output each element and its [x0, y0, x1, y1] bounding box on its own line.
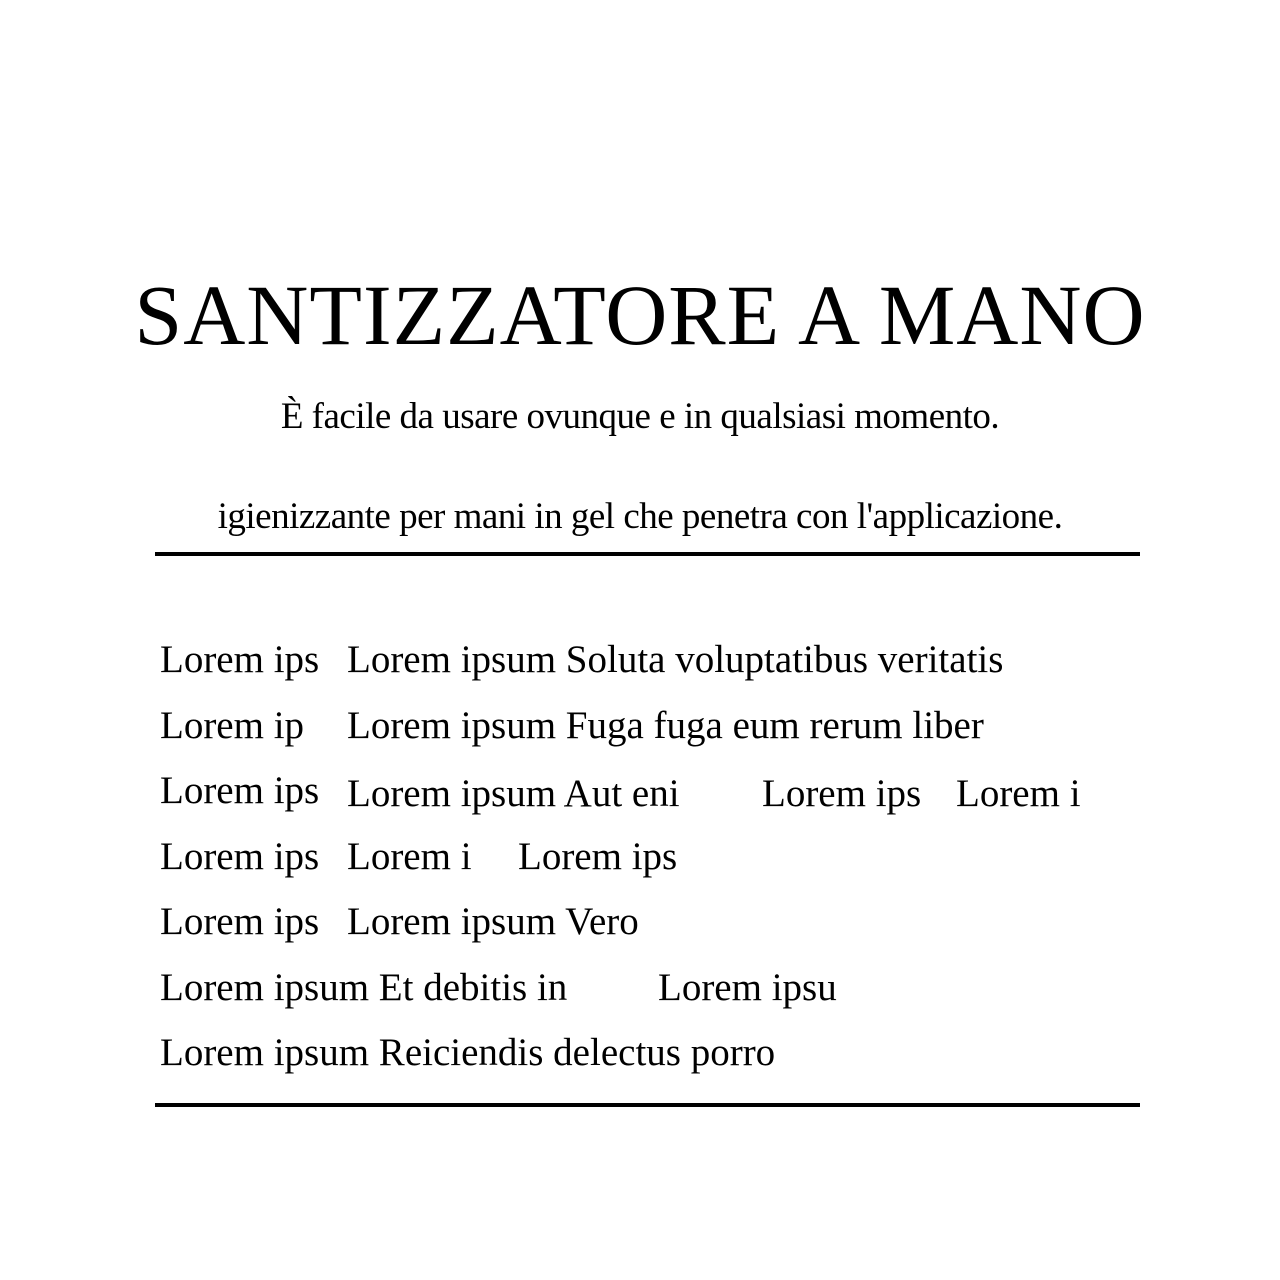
page-title: SANTIZZATORE A MANO	[134, 267, 1146, 363]
bottom-divider	[155, 1103, 1140, 1107]
row-2-segment-1: Lorem ip	[160, 704, 305, 747]
row-5-segment-1: Lorem ips	[160, 900, 320, 943]
row-4-segment-1: Lorem ips	[160, 835, 320, 878]
row-3-segment-1: Lorem ips	[160, 769, 320, 812]
row-6-segment-1: Lorem ipsum Et debitis in	[160, 966, 568, 1009]
row-3-segment-2: Lorem ipsum Aut eni	[347, 772, 680, 815]
row-7-segment-1: Lorem ipsum Reiciendis delectus porro	[160, 1031, 776, 1074]
row-3-segment-4: Lorem i	[956, 772, 1081, 815]
row-3-segment-3: Lorem ips	[762, 772, 922, 815]
top-divider	[155, 552, 1140, 556]
row-5-segment-2: Lorem ipsum Vero	[347, 900, 639, 943]
row-1-segment-1: Lorem ips	[160, 638, 320, 681]
row-2-segment-2: Lorem ipsum Fuga fuga eum rerum liber	[347, 704, 984, 747]
row-4-segment-3: Lorem ips	[518, 835, 678, 878]
subtitle-description: igienizzante per mani in gel che penetra con l'applicazione.	[217, 496, 1063, 537]
row-6-segment-2: Lorem ipsu	[658, 966, 837, 1009]
row-4-segment-2: Lorem i	[347, 835, 472, 878]
row-1-segment-2: Lorem ipsum Soluta voluptatibus veritatis	[347, 638, 1004, 681]
subtitle-usage: È facile da usare ovunque e in qualsiasi momento.	[280, 396, 1000, 437]
